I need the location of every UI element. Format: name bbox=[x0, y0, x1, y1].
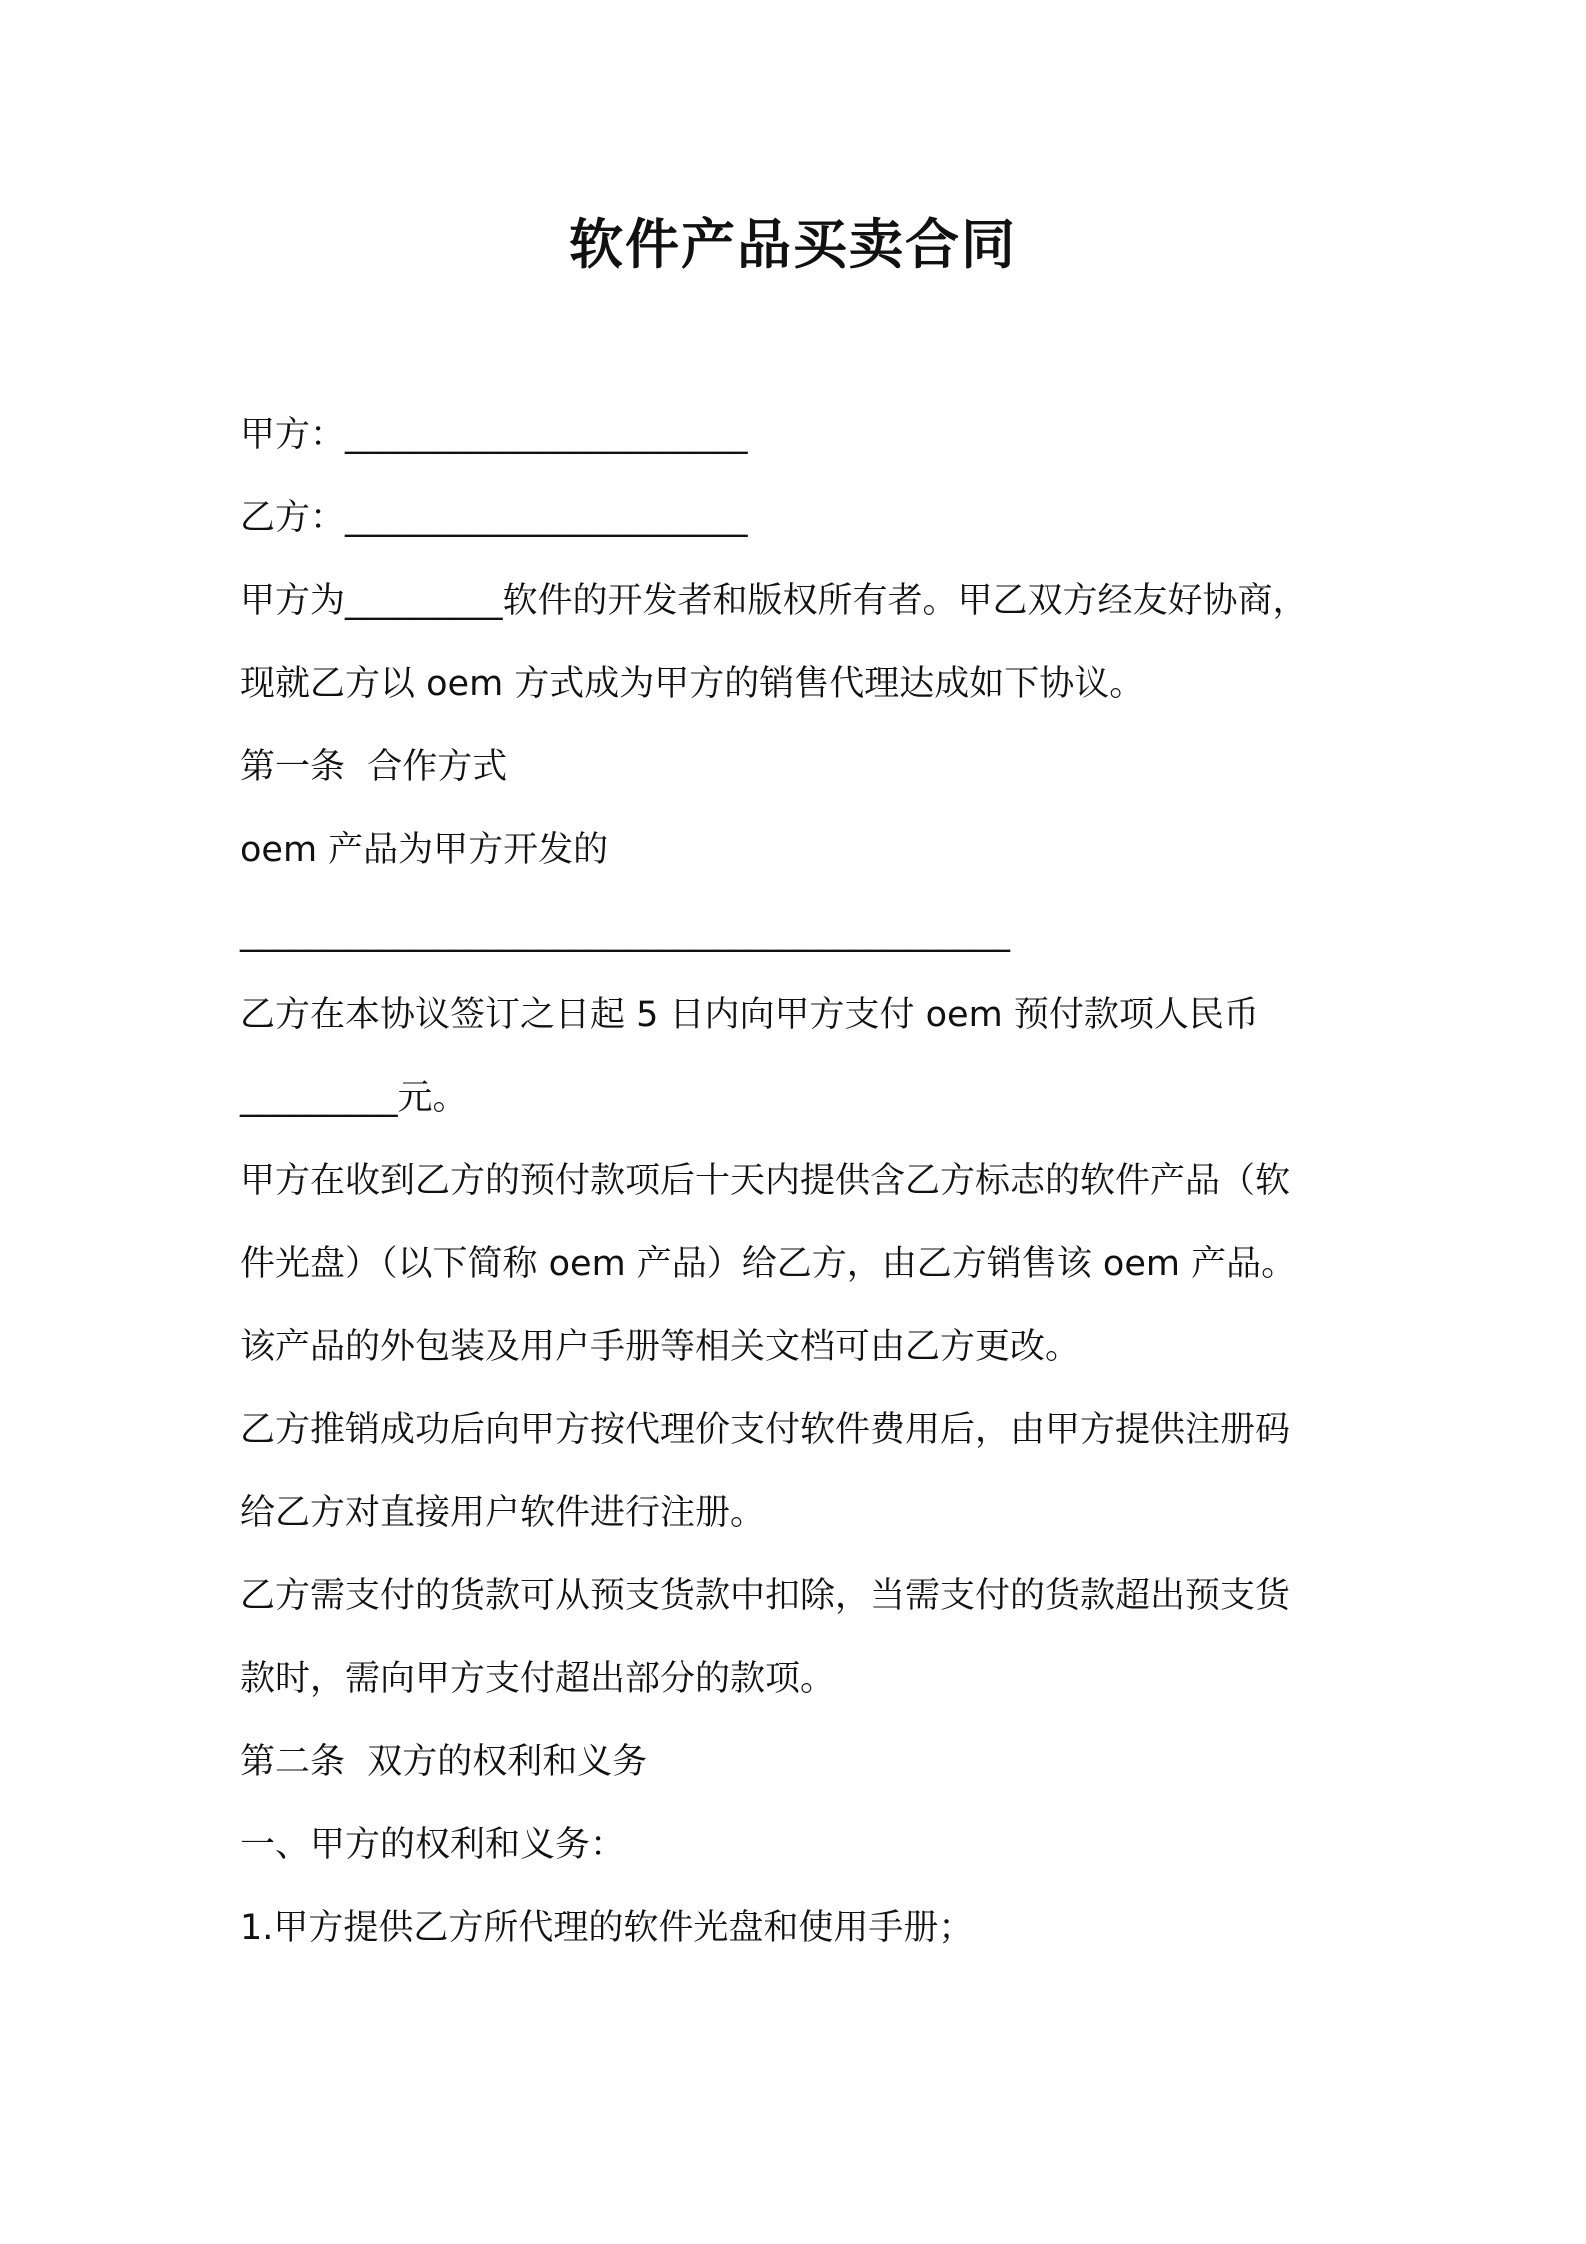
paragraph-line: _________元。 bbox=[240, 1078, 468, 1118]
section-heading: 一、甲方的权利和义务： bbox=[240, 1825, 626, 1865]
paragraph-line: 件光盘）（以下简称 oem 产品）给乙方，由乙方销售该 oem 产品。 bbox=[240, 1244, 1297, 1284]
paragraph-line: oem 产品为甲方开发的 bbox=[240, 830, 609, 870]
party-a-line: 甲方：_______________________ bbox=[240, 415, 748, 455]
paragraph-line: 现就乙方以 oem 方式成为甲方的销售代理达成如下协议。 bbox=[240, 664, 1145, 704]
document-title: 软件产品买卖合同 bbox=[569, 213, 1017, 276]
paragraph-line: 甲方为_________软件的开发者和版权所有者。甲乙双方经友好协商， bbox=[240, 581, 1308, 621]
blank-line: ____________________________________________ bbox=[240, 913, 1010, 953]
paragraph-line: 乙方需支付的货款可从预支货款中扣除，当需支付的货款超出预支货 bbox=[240, 1576, 1291, 1616]
article-heading: 第二条 双方的权利和义务 bbox=[240, 1742, 648, 1782]
article-heading: 第一条 合作方式 bbox=[240, 747, 508, 787]
paragraph-line: 乙方在本协议签订之日起 5 日内向甲方支付 oem 预付款项人民币 bbox=[240, 995, 1259, 1035]
paragraph-line: 乙方推销成功后向甲方按代理价支付软件费用后，由甲方提供注册码 bbox=[240, 1410, 1291, 1450]
paragraph-line: 款时，需向甲方支付超出部分的款项。 bbox=[240, 1659, 836, 1699]
list-item: 1.甲方提供乙方所代理的软件光盘和使用手册； bbox=[240, 1908, 974, 1948]
paragraph-line: 给乙方对直接用户软件进行注册。 bbox=[240, 1493, 766, 1533]
paragraph-line: 该产品的外包装及用户手册等相关文档可由乙方更改。 bbox=[240, 1327, 1081, 1367]
party-b-line: 乙方：_______________________ bbox=[240, 498, 748, 538]
paragraph-line: 甲方在收到乙方的预付款项后十天内提供含乙方标志的软件产品（软 bbox=[240, 1161, 1291, 1201]
